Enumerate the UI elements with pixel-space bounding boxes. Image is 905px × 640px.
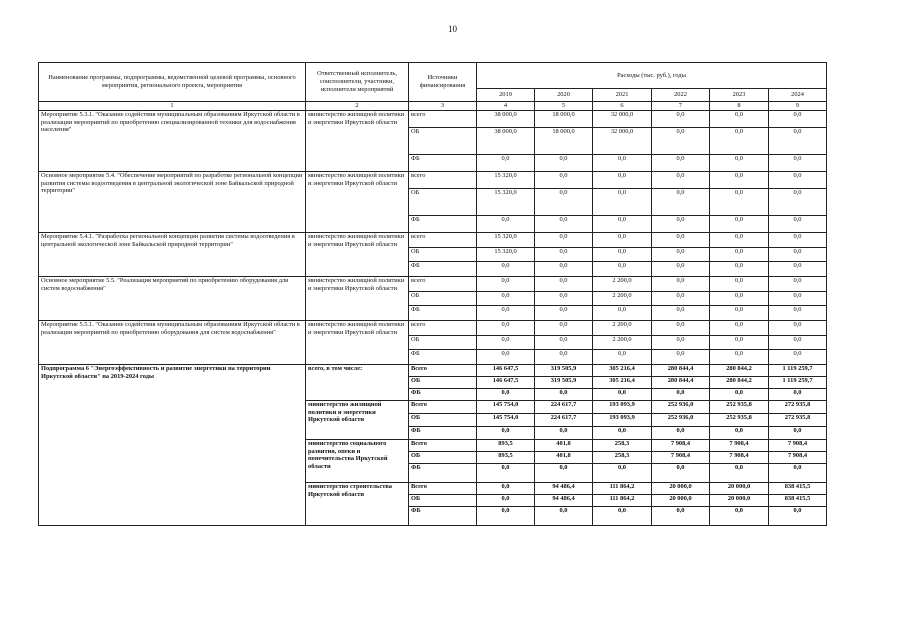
expense-value: 0,0 xyxy=(769,350,827,365)
expense-value: 38 000,0 xyxy=(477,128,535,155)
header-year: 2023 xyxy=(710,89,769,102)
column-index: 8 xyxy=(710,102,769,111)
expense-value: 18 000,0 xyxy=(535,111,593,128)
expense-value: 2 200,0 xyxy=(593,292,652,306)
header-year: 2019 xyxy=(477,89,535,102)
expense-value: 0,0 xyxy=(477,389,535,401)
expense-value: 7 908,4 xyxy=(710,452,769,464)
expense-value: 0,0 xyxy=(652,507,710,526)
funding-source: ФБ xyxy=(409,155,477,172)
expense-value: 0,0 xyxy=(710,277,769,292)
expense-value: 2 200,0 xyxy=(593,321,652,336)
measure-name: Основное мероприятие 5.5. "Реализация мероприятий по приобретению оборудования для систем водоснабжения" xyxy=(39,277,306,321)
expense-value: 0,0 xyxy=(535,321,593,336)
expense-value: 7 908,4 xyxy=(710,440,769,452)
expense-value: 280 844,2 xyxy=(710,365,769,377)
executor-name: министерство жилищной политики и энергетики Иркутской области xyxy=(306,321,409,365)
expense-value: 0,0 xyxy=(477,216,535,233)
header-executor: Ответственный исполнитель, соисполнители, участники, исполнители мероприятий xyxy=(306,63,409,102)
expense-value: 20 000,0 xyxy=(652,483,710,495)
subprogram-name: Подпрограмма 6 "Энергоэффективность и развитие энергетики на территории Иркутской области" на 2019-2024 годы xyxy=(39,365,306,526)
expense-value: 252 935,8 xyxy=(710,401,769,414)
expense-value: 252 936,0 xyxy=(652,414,710,427)
expense-value: 0,0 xyxy=(769,292,827,306)
expense-value: 305 216,4 xyxy=(593,377,652,389)
expense-value: 0,0 xyxy=(652,427,710,440)
expense-value: 0,0 xyxy=(769,248,827,262)
expense-value: 0,0 xyxy=(652,350,710,365)
executor-name: министерство строительства Иркутской области xyxy=(306,483,409,526)
expense-value: 0,0 xyxy=(593,389,652,401)
expense-value: 258,3 xyxy=(593,440,652,452)
expense-value: 0,0 xyxy=(710,262,769,277)
expense-value: 0,0 xyxy=(477,277,535,292)
expense-value: 838 415,5 xyxy=(769,483,827,495)
expense-value: 0,0 xyxy=(652,216,710,233)
expense-value: 20 000,0 xyxy=(652,495,710,507)
expense-value: 0,0 xyxy=(710,189,769,216)
expense-value: 0,0 xyxy=(593,350,652,365)
expense-value: 0,0 xyxy=(769,128,827,155)
expense-value: 0,0 xyxy=(593,306,652,321)
funding-source: ФБ xyxy=(409,507,477,526)
expense-value: 15 320,0 xyxy=(477,189,535,216)
expense-value: 7 908,4 xyxy=(769,452,827,464)
expense-value: 0,0 xyxy=(710,292,769,306)
expense-value: 0,0 xyxy=(769,427,827,440)
funding-source: ОБ xyxy=(409,128,477,155)
executor-name: министерство жилищной политики и энергетики Иркутской области xyxy=(306,172,409,233)
expense-value: 0,0 xyxy=(769,464,827,483)
table-row xyxy=(39,233,827,248)
measure-name: Мероприятие 5.5.1. "Оказание содействия муниципальным образованиям Иркутской области в реализации мероприятий по приобретению оборудования для систем водоснабжения" xyxy=(39,321,306,365)
page-number: 10 xyxy=(448,24,457,34)
expense-value: 0,0 xyxy=(593,427,652,440)
expense-value: 7 908,4 xyxy=(652,440,710,452)
expense-value: 0,0 xyxy=(593,172,652,189)
expense-value: 258,3 xyxy=(593,452,652,464)
expense-value: 0,0 xyxy=(710,233,769,248)
expense-value: 0,0 xyxy=(652,306,710,321)
expense-value: 0,0 xyxy=(710,321,769,336)
expense-value: 0,0 xyxy=(477,155,535,172)
funding-source: всего xyxy=(409,277,477,292)
expense-value: 0,0 xyxy=(710,464,769,483)
funding-source: ФБ xyxy=(409,427,477,440)
expense-value: 0,0 xyxy=(710,128,769,155)
measure-name: Основное мероприятие 5.4. "Обеспечение мероприятий по разработке региональной концепции развития системы водоотведения в центральной экологической зоне Байкальской природной территории" xyxy=(39,172,306,233)
expense-value: 0,0 xyxy=(769,172,827,189)
expense-value: 0,0 xyxy=(477,464,535,483)
table-body xyxy=(39,111,827,526)
expense-value: 0,0 xyxy=(593,233,652,248)
funding-source: ФБ xyxy=(409,216,477,233)
expense-value: 20 000,0 xyxy=(710,483,769,495)
expense-value: 0,0 xyxy=(769,321,827,336)
funding-source: ОБ xyxy=(409,377,477,389)
expense-value: 2 200,0 xyxy=(593,277,652,292)
expense-value: 0,0 xyxy=(535,277,593,292)
funding-source: ОБ xyxy=(409,414,477,427)
expense-value: 15 320,0 xyxy=(477,248,535,262)
table-row xyxy=(39,277,827,292)
table-row xyxy=(39,172,827,189)
funding-source: ОБ xyxy=(409,452,477,464)
column-index: 6 xyxy=(593,102,652,111)
expense-value: 0,0 xyxy=(535,216,593,233)
expense-value: 0,0 xyxy=(710,306,769,321)
column-index: 9 xyxy=(769,102,827,111)
expense-value: 146 647,5 xyxy=(477,377,535,389)
expense-value: 0,0 xyxy=(769,216,827,233)
expense-value: 94 486,4 xyxy=(535,495,593,507)
executor-name: министерство жилищной политики и энергетики Иркутской области xyxy=(306,111,409,172)
expense-value: 0,0 xyxy=(769,233,827,248)
funding-source: всего xyxy=(409,111,477,128)
expense-value: 0,0 xyxy=(710,389,769,401)
expense-value: 305 216,4 xyxy=(593,365,652,377)
expense-value: 38 000,0 xyxy=(477,111,535,128)
executor-name: министерство социального развития, опеки и попечительства Иркутской области xyxy=(306,440,409,483)
column-index: 4 xyxy=(477,102,535,111)
expense-value: 111 864,2 xyxy=(593,483,652,495)
funding-source: Всего xyxy=(409,365,477,377)
expense-value: 193 093,9 xyxy=(593,401,652,414)
expense-value: 0,0 xyxy=(593,262,652,277)
header-year: 2022 xyxy=(652,89,710,102)
expense-value: 0,0 xyxy=(710,336,769,350)
expense-value: 0,0 xyxy=(593,216,652,233)
expense-value: 0,0 xyxy=(652,248,710,262)
expense-value: 145 754,0 xyxy=(477,414,535,427)
expense-value: 0,0 xyxy=(769,277,827,292)
expense-value: 94 486,4 xyxy=(535,483,593,495)
funding-source: ФБ xyxy=(409,262,477,277)
expense-value: 0,0 xyxy=(535,464,593,483)
expense-value: 401,8 xyxy=(535,452,593,464)
expense-value: 0,0 xyxy=(477,483,535,495)
header-expenses: Расходы (тыс. руб.), годы xyxy=(477,63,827,89)
expense-value: 224 617,7 xyxy=(535,414,593,427)
expense-value: 146 647,5 xyxy=(477,365,535,377)
funding-source: всего xyxy=(409,172,477,189)
expense-value: 272 935,8 xyxy=(769,401,827,414)
expense-value: 0,0 xyxy=(593,464,652,483)
expense-value: 0,0 xyxy=(652,189,710,216)
expense-value: 32 000,0 xyxy=(593,128,652,155)
expense-value: 1 119 259,7 xyxy=(769,365,827,377)
expense-value: 0,0 xyxy=(535,172,593,189)
expense-value: 0,0 xyxy=(652,233,710,248)
expense-value: 319 505,9 xyxy=(535,365,593,377)
expense-value: 401,8 xyxy=(535,440,593,452)
funding-source: ФБ xyxy=(409,389,477,401)
expense-value: 7 908,4 xyxy=(769,440,827,452)
expense-value: 0,0 xyxy=(769,189,827,216)
expense-value: 20 000,0 xyxy=(710,495,769,507)
expense-value: 0,0 xyxy=(535,233,593,248)
expense-value: 0,0 xyxy=(769,507,827,526)
expense-value: 0,0 xyxy=(769,336,827,350)
expense-value: 0,0 xyxy=(535,427,593,440)
expense-value: 0,0 xyxy=(477,336,535,350)
expense-value: 0,0 xyxy=(652,277,710,292)
table-row xyxy=(39,111,827,128)
expense-value: 0,0 xyxy=(652,292,710,306)
expense-value: 0,0 xyxy=(593,155,652,172)
funding-source: ОБ xyxy=(409,495,477,507)
expense-value: 0,0 xyxy=(710,172,769,189)
funding-source: ОБ xyxy=(409,336,477,350)
expense-value: 0,0 xyxy=(710,350,769,365)
expense-value: 7 908,4 xyxy=(652,452,710,464)
expense-value: 0,0 xyxy=(477,321,535,336)
expense-value: 0,0 xyxy=(652,262,710,277)
expense-value: 0,0 xyxy=(593,507,652,526)
executor-name: министерство жилищной политики и энергетики Иркутской области xyxy=(306,277,409,321)
column-index: 3 xyxy=(409,102,477,111)
expense-value: 18 000,0 xyxy=(535,128,593,155)
expense-value: 0,0 xyxy=(652,172,710,189)
expense-value: 0,0 xyxy=(652,464,710,483)
header-source: Источники финансирования xyxy=(409,63,477,102)
expense-value: 252 935,8 xyxy=(710,414,769,427)
expense-value: 0,0 xyxy=(477,350,535,365)
expense-value: 0,0 xyxy=(652,128,710,155)
header-year: 2021 xyxy=(593,89,652,102)
expense-value: 0,0 xyxy=(477,262,535,277)
header-year: 2020 xyxy=(535,89,593,102)
expense-value: 0,0 xyxy=(593,189,652,216)
expense-value: 0,0 xyxy=(535,155,593,172)
table-row xyxy=(39,365,827,377)
expense-value: 0,0 xyxy=(535,248,593,262)
expense-value: 252 936,0 xyxy=(652,401,710,414)
expense-value: 280 844,2 xyxy=(710,377,769,389)
expense-value: 0,0 xyxy=(710,507,769,526)
executor-name: министерство жилищной политики и энергетики Иркутской области xyxy=(306,401,409,440)
header-year: 2024 xyxy=(769,89,827,102)
column-index: 5 xyxy=(535,102,593,111)
expense-value: 2 200,0 xyxy=(593,336,652,350)
expense-value: 319 505,9 xyxy=(535,377,593,389)
expense-value: 1 119 259,7 xyxy=(769,377,827,389)
expense-value: 893,5 xyxy=(477,440,535,452)
funding-source: Всего xyxy=(409,440,477,452)
expense-value: 0,0 xyxy=(710,248,769,262)
expense-value: 0,0 xyxy=(535,306,593,321)
expense-value: 0,0 xyxy=(535,336,593,350)
expense-value: 0,0 xyxy=(710,427,769,440)
table-row xyxy=(39,321,827,336)
expense-value: 0,0 xyxy=(652,111,710,128)
expense-value: 0,0 xyxy=(652,155,710,172)
expense-value: 838 415,5 xyxy=(769,495,827,507)
funding-source: ОБ xyxy=(409,292,477,306)
expense-value: 0,0 xyxy=(710,216,769,233)
expense-value: 0,0 xyxy=(535,350,593,365)
expense-value: 224 617,7 xyxy=(535,401,593,414)
expense-value: 0,0 xyxy=(652,321,710,336)
measure-name: Мероприятие 5.3.1. "Оказание содействия муниципальным образованиям Иркутской области в реализации мероприятий по приобретению специализированной техники для водоснабжения населения" xyxy=(39,111,306,172)
expense-value: 280 844,4 xyxy=(652,365,710,377)
expense-value: 0,0 xyxy=(769,306,827,321)
expense-value: 15 320,0 xyxy=(477,172,535,189)
funding-source: ОБ xyxy=(409,248,477,262)
expense-value: 111 864,2 xyxy=(593,495,652,507)
expense-value: 893,5 xyxy=(477,452,535,464)
expense-value: 0,0 xyxy=(477,292,535,306)
expense-value: 0,0 xyxy=(652,389,710,401)
expense-value: 0,0 xyxy=(769,111,827,128)
funding-source: ФБ xyxy=(409,464,477,483)
measure-name: Мероприятие 5.4.1. "Разработка региональной концепции развития системы водоотведения в центральной экологической зоне Байкальской природной территории" xyxy=(39,233,306,277)
funding-source: ФБ xyxy=(409,350,477,365)
header-program: Наименование программы, подпрограммы, ведомственной целевой программы, основного мероприятия, регионального проекта, мероприятия xyxy=(39,63,306,102)
expense-value: 0,0 xyxy=(769,389,827,401)
column-index: 1 xyxy=(39,102,306,111)
funding-source: ОБ xyxy=(409,189,477,216)
expense-value: 15 320,0 xyxy=(477,233,535,248)
expense-value: 0,0 xyxy=(477,427,535,440)
expense-value: 0,0 xyxy=(710,155,769,172)
expense-value: 0,0 xyxy=(710,111,769,128)
expense-value: 280 844,4 xyxy=(652,377,710,389)
expense-value: 0,0 xyxy=(535,507,593,526)
expense-value: 0,0 xyxy=(652,336,710,350)
funding-source: всего xyxy=(409,321,477,336)
expense-value: 193 093,9 xyxy=(593,414,652,427)
executor-name: всего, в том числе: xyxy=(306,365,409,401)
expense-value: 0,0 xyxy=(477,306,535,321)
funding-source: всего xyxy=(409,233,477,248)
expense-value: 0,0 xyxy=(535,262,593,277)
column-index: 2 xyxy=(306,102,409,111)
funding-source: Всего xyxy=(409,483,477,495)
expense-value: 0,0 xyxy=(535,292,593,306)
expense-value: 0,0 xyxy=(535,189,593,216)
funding-source: ФБ xyxy=(409,306,477,321)
funding-source: Всего xyxy=(409,401,477,414)
expense-value: 0,0 xyxy=(477,507,535,526)
expense-value: 0,0 xyxy=(769,262,827,277)
executor-name: министерство жилищной политики и энергетики Иркутской области xyxy=(306,233,409,277)
expense-value: 272 935,8 xyxy=(769,414,827,427)
expense-value: 0,0 xyxy=(477,495,535,507)
expense-value: 145 754,0 xyxy=(477,401,535,414)
expense-value: 0,0 xyxy=(535,389,593,401)
expenses-table xyxy=(38,62,827,526)
expense-value: 0,0 xyxy=(593,248,652,262)
expense-value: 32 000,0 xyxy=(593,111,652,128)
expense-value: 0,0 xyxy=(769,155,827,172)
column-index: 7 xyxy=(652,102,710,111)
